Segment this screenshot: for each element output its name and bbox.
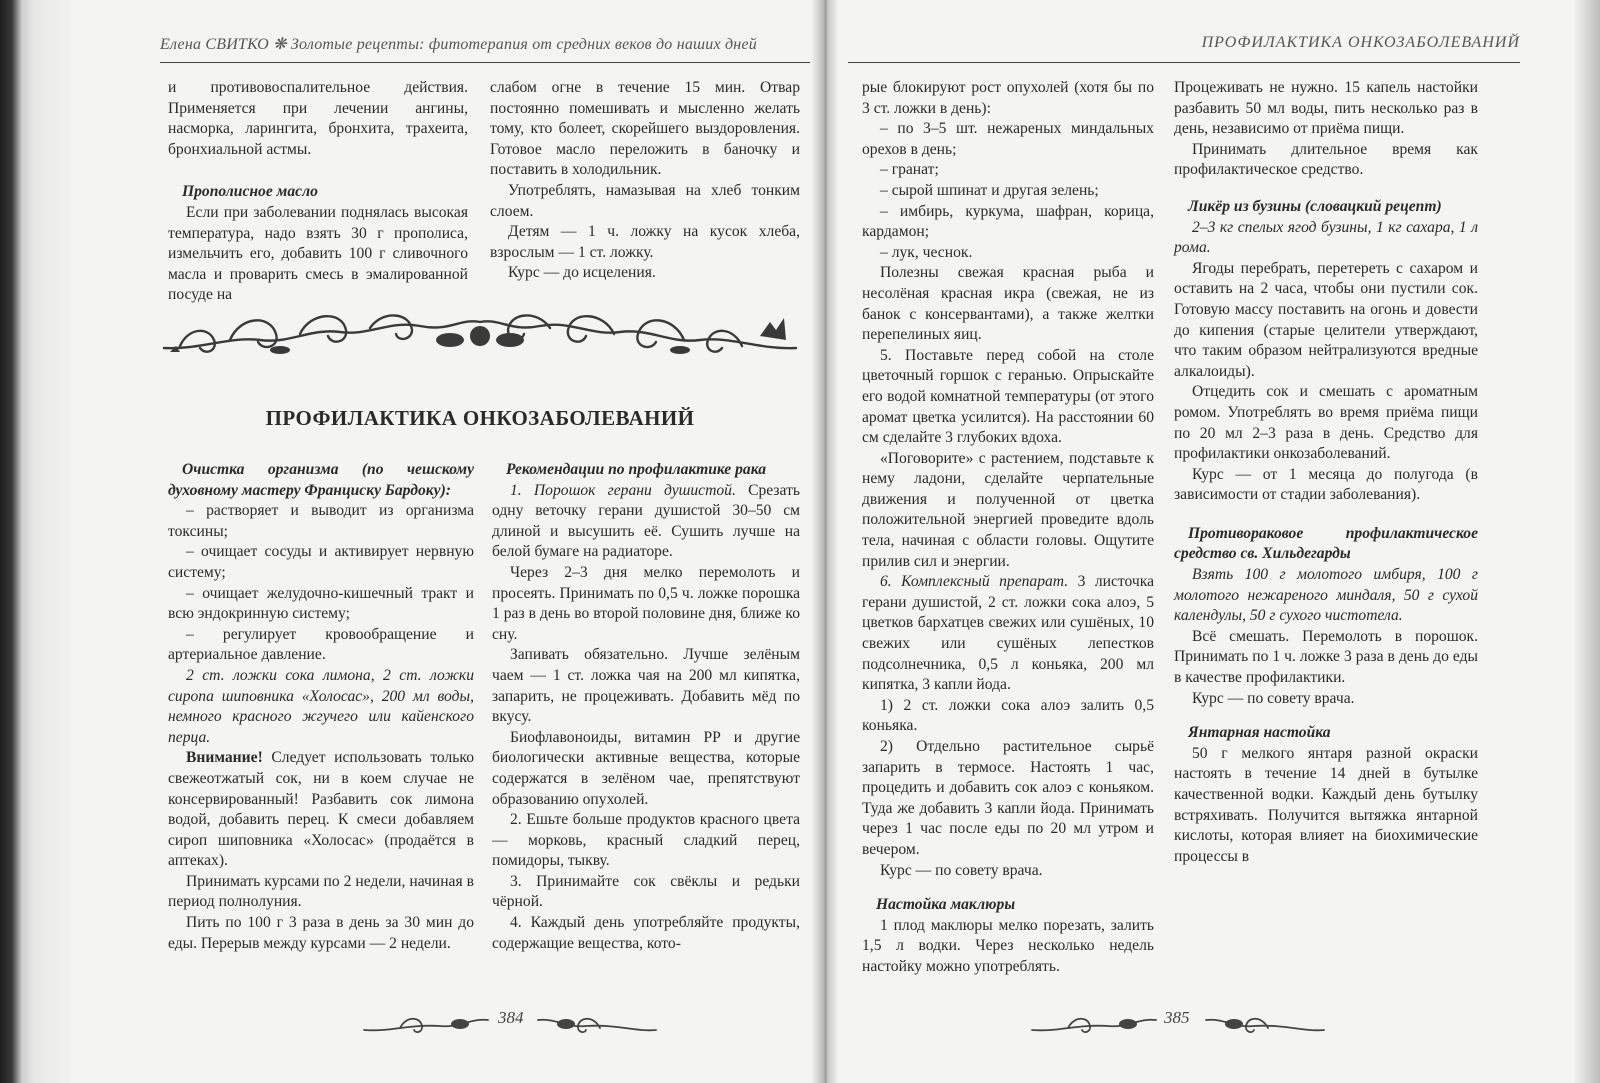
left-bottom-column-1 xyxy=(168,460,474,954)
complex-text: 3 листочка герани душистой, 2 ст. ложки сока алоэ, 5 цветков бархатцев свежих или сушёных, 10 свежих или сушёных лепестков подсолнечника, 0,5 л коньяка, 200 мл кипятка, 3 капли йода. xyxy=(862,573,1154,694)
paragraph: Пить по 100 г 3 раза в день за 30 мин до еды. Перерыв между курсами — 2 недели. xyxy=(168,914,474,952)
left-page xyxy=(160,0,810,1083)
paragraph: Запивать обязательно. Лучше зелёным чаем — 1 ст. ложка чая на 200 мл кипятка, запарить, не процеживать. Добавить мёд по вкусу. xyxy=(492,646,800,726)
paragraph: и противовоспалительное действия. Применяется при лечении ангины, насморка, ларингита, бронхита, трахеита, бронхиальной астмы. xyxy=(168,79,468,158)
paragraph: 1) 2 ст. ложки сока алоэ залить 0,5 коньяка. xyxy=(862,696,1154,735)
book-edge-left xyxy=(0,0,70,1083)
liqueur-heading: Ликёр из бузины (словацкий рецепт) xyxy=(1188,197,1442,215)
list-item: – лук, чеснок. xyxy=(880,243,973,261)
paragraph: Принимать длительное время как профилактическое средство. xyxy=(1174,140,1478,179)
paragraph: Употреблять, намазывая на хлеб тонким слоем. xyxy=(490,181,800,220)
right-page xyxy=(848,0,1520,1083)
paragraph: Отцедить сок и смешать с ароматным ромом. Употреблять во время приёма пищи по 20 мл 2–3 раза в день. Средство для профилактики онкозаболеваний. xyxy=(1174,383,1478,463)
hildegard-heading: Противораковое профилактическое средство св. Хильдегарды xyxy=(1174,524,1478,563)
paragraph: Курс — по совету врача. xyxy=(880,861,1043,879)
floral-ornament-divider xyxy=(160,306,800,362)
attention-text: Следует использовать только свежеотжатый сок, ни в коем случае не консервированный! Разбавить сок лимона водой, добавить перец. К смеси добавляем сироп шиповника «Холосас» (продаётся в аптеках). xyxy=(168,749,474,870)
paragraph: Биофлавоноиды, витамин РР и другие биологически активные вещества, которые содержатся в зелёном чае, препятствуют образованию опухолей. xyxy=(492,728,800,808)
paragraph xyxy=(862,572,1154,696)
list-item: – регулирует кровообращение и артериальное давление. xyxy=(168,625,474,664)
list-item: – очищает сосуды и активирует нервную систему; xyxy=(168,543,474,581)
paragraph: 50 г мелкого янтаря разной окраски настоять в течение 14 дней в бутылке качественной водки. Каждый день бутылку встряхивать. Получится вытяжка янтарной кислоты, которая влияет на биохимические процессы в xyxy=(1174,744,1478,865)
paragraph: 2. Ешьте больше продуктов красного цвета — морковь, красный сладкий перец, помидоры, тыкву. xyxy=(492,811,800,870)
paragraph: Принимать курсами по 2 недели, начиная в период полнолуния. xyxy=(168,872,474,911)
running-head-left: Елена СВИТКО ❋ Золотые рецепты: фитотерапия от средних веков до наших дней xyxy=(160,36,757,53)
paragraph: Полезны свежая красная рыба и несолёная красная икра (свежая, не из банок с консервантами), а также желтки перепелиных яиц. xyxy=(862,264,1154,344)
recommend-heading: Рекомендации по профилактике рака xyxy=(506,461,767,478)
paragraph: 3. Принимайте сок свёклы и редьки чёрной. xyxy=(492,872,800,911)
paragraph: Процеживать не нужно. 15 капель настойки разбавить 50 мл воды, пить несколько раз в день, независимо от приёма пищи. xyxy=(1174,79,1478,138)
paragraph: Курс — до исцеления. xyxy=(508,264,656,282)
header-rule xyxy=(848,62,1520,63)
paragraph: рые блокируют рост опухолей (хотя бы по 3 ст. ложки в день): xyxy=(862,79,1154,117)
paragraph: 1 плод маклюры мелко порезать, залить 1,5 л водки. Через несколько недель настойку можно употреблять. xyxy=(862,916,1154,975)
list-item: – сырой шпинат и другая зелень; xyxy=(880,181,1099,199)
paragraph: Если при заболевании поднялась высокая температура, надо взять 30 г прополиса, измельчить его, добавить 100 г сливочного масла и проварить смесь в эмалированной посуде на xyxy=(168,203,468,304)
running-head-right: ПРОФИЛАКТИКА ОНКОЗАБОЛЕВАНИЙ xyxy=(1201,34,1520,51)
left-top-column-2 xyxy=(490,78,800,284)
right-column-2 xyxy=(1174,78,1478,867)
paragraph: 2) Отдельно растительное сырьё запарить в термосе. Настоять 1 час, процедить и добавить сок алоэ с коньяком. Туда же добавить 3 капли йода. Принимать через 1 час после еды по 20 мл утром и вечером. xyxy=(862,738,1154,858)
propolis-heading: Прополисное масло xyxy=(182,183,318,201)
complex-lead: 6. Комплексный препарат. xyxy=(880,573,1069,591)
left-top-column-1 xyxy=(168,78,468,306)
ingredients: 2–3 кг спелых ягод бузины, 1 кг сахара, 1 л рома. xyxy=(1174,218,1478,257)
header-rule xyxy=(160,62,810,63)
list-item: – гранат; xyxy=(880,161,939,179)
paragraph: слабом огне в течение 15 мин. Отвар постоянно помешивать и мысленно желать тому, кто болеет, скорейшего выздоровления. Готовое масло переложить в баночку и поставить в холодильник. xyxy=(490,79,800,179)
paragraph xyxy=(492,481,800,563)
amber-heading: Янтарная настойка xyxy=(1188,724,1331,742)
folio-left xyxy=(360,1006,660,1040)
paragraph: Ягоды перебрать, перетереть с сахаром и оставить на 2 часа, чтобы они пустили сок. Готовую массу поставить на огонь и довести до кипения (старые целители утверждают, что таким образом нейтрализуются вредные алкалоиды). xyxy=(1174,259,1478,380)
paragraph: Всё смешать. Перемолоть в порошок. Принимать по 1 ч. ложке 3 раза в день до еды в качестве профилактики. xyxy=(1174,627,1478,687)
ingredients: Взять 100 г молотого имбиря, 100 г молотого нежареного миндаля, 50 г сухой календулы, 50 г сухого чистотела. xyxy=(1174,566,1478,625)
paragraph: «Поговорите» с растением, подставьте к нему ладони, сделайте черпательные движения и полученной от цветка положительной энергией проведите вдоль тела, начиная с области головы. Ощутите прилив сил и энергии. xyxy=(862,449,1154,570)
list-item: – очищает желудочно-кишечный тракт и всю эндокринную систему; xyxy=(168,584,474,623)
left-bottom-column-2 xyxy=(492,460,800,954)
cleansing-heading: Очистка организма (по чешскому духовному мастеру Франциску Бардоку): xyxy=(168,461,474,499)
page-number-left: 384 xyxy=(498,1008,524,1027)
attention-lead: Внимание! xyxy=(186,749,263,767)
recommend-first-lead: 1. Порошок герани душистой. xyxy=(510,481,736,499)
book-edge-right xyxy=(1574,0,1600,1083)
ingredients: 2 ст. ложки сока лимона, 2 ст. ложки сиропа шиповника «Холосас», 200 мл воды, немного красного жгучего или кайенского перца. xyxy=(168,666,474,746)
maclura-heading: Настойка маклюры xyxy=(876,896,1016,914)
list-item: – растворяет и выводит из организма токсины; xyxy=(168,502,474,540)
list-item: – по 3–5 шт. нежареных миндальных орехов в день; xyxy=(862,120,1154,158)
section-title: ПРОФИЛАКТИКА ОНКОЗАБОЛЕВАНИЙ xyxy=(265,406,695,430)
paragraph: Курс — по совету врача. xyxy=(1192,689,1355,707)
recommend-first-text: Срезать одну веточку герани душистой 30–50 см длиной и высушить её. Сушить лучше на белой бумаге на радиаторе. xyxy=(492,481,800,561)
paragraph: 5. Поставьте перед собой на столе цветочный горшок с геранью. Опрыскайте его водой комнатной температуры (от этого аромат цветка усилится). На расстоянии 60 см сделайте 3 глубоких вдоха. xyxy=(862,346,1154,447)
paragraph: Курс — от 1 месяца до полугода (в зависимости от стадии заболевания). xyxy=(1174,465,1478,504)
list-item: – имбирь, куркума, шафран, корица, кардамон; xyxy=(862,202,1154,241)
right-column-1 xyxy=(862,78,1154,978)
page-number-right: 385 xyxy=(1164,1008,1190,1027)
paragraph: 4. Каждый день употребляйте продукты, содержащие вещества, кото- xyxy=(492,914,800,952)
book-gutter xyxy=(812,0,838,1083)
attention-paragraph xyxy=(168,748,474,872)
folio-right xyxy=(1028,1006,1328,1040)
paragraph: Через 2–3 дня мелко перемолоть и просеять. Принимать по 0,5 ч. ложке порошка 1 раз в день во второй половине дня, ближе ко сну. xyxy=(492,563,800,643)
paragraph: Детям — 1 ч. ложку на кусок хлеба, взрослым — 1 ст. ложку. xyxy=(490,223,800,261)
